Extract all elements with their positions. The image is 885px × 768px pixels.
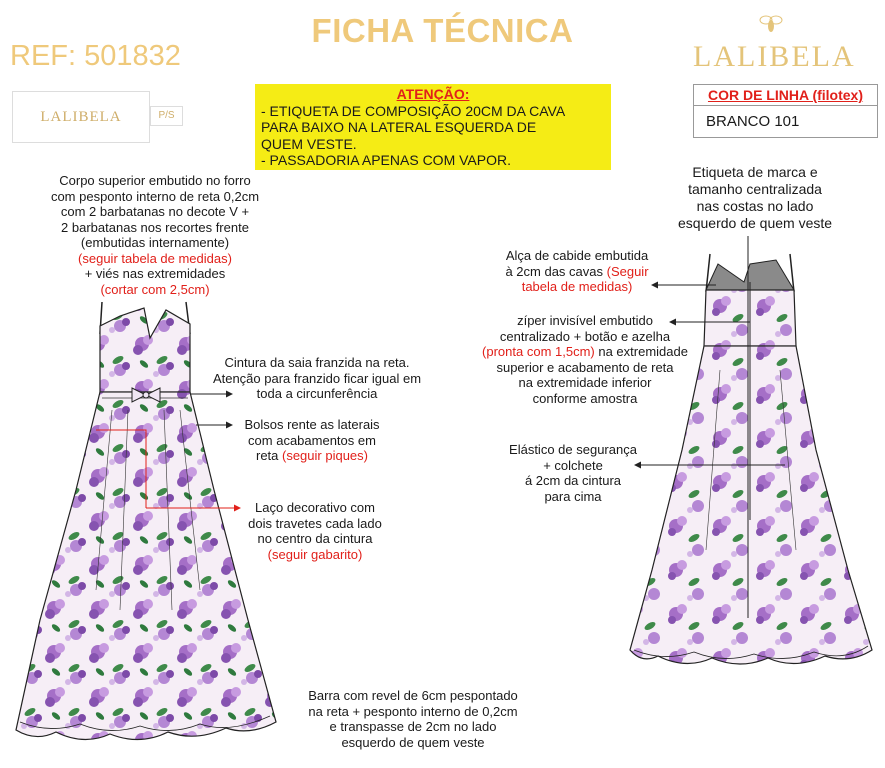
note-line: na extremidade inferior <box>518 375 652 390</box>
note-line: com pesponto interno de reta 0,2cm <box>50 188 260 204</box>
note-line: Alça de cabide embutida <box>505 248 649 263</box>
note-line: com acabamentos em <box>248 432 376 448</box>
note-line: (seguir tabela de medidas) <box>78 250 232 266</box>
note-line: toda a circunferência <box>256 386 378 401</box>
note-line: + colchete <box>543 457 603 473</box>
note-line: Elástico de segurança <box>509 442 637 457</box>
note-line: nas costas no lado <box>696 198 814 214</box>
note-line: (seguir gabarito) <box>267 546 363 562</box>
note-line: (seguir piques) <box>282 448 368 463</box>
note-line: na extremidade <box>594 344 688 359</box>
note-line: + viés nas extremidades <box>84 266 226 281</box>
note-line: centralizado + botão e azelha <box>499 328 671 344</box>
note-line: no centro da cintura <box>257 531 373 546</box>
attention-line: QUEM VESTE. <box>261 135 357 152</box>
note-line: com 2 barbatanas no decote V + <box>60 204 250 219</box>
note-line: Atenção para franzido ficar igual em <box>212 370 422 386</box>
note-line: reta <box>255 448 282 463</box>
attention-line: PARA BAIXO NA LATERAL ESQUERDA DE <box>261 119 537 135</box>
note-line: tamanho centralizada <box>688 181 822 197</box>
note-line: Etiqueta de marca e <box>692 164 818 180</box>
note-line: Laço decorativo com <box>255 500 375 515</box>
note-line: e transpasse de 2cm no lado <box>329 719 497 734</box>
note-line: zíper invisível embutido <box>517 313 653 328</box>
thread-color-value: BRANCO 101 <box>706 113 800 130</box>
note-line: tabela de medidas) <box>521 279 633 294</box>
label-brand: LALIBELA <box>40 109 122 125</box>
brand-logo: LALIBELA <box>693 40 856 73</box>
note-line: Barra com revel de 6cm pespontado <box>308 688 518 703</box>
note-line: superior e acabamento de reta <box>496 359 674 375</box>
note-line: para cima <box>544 488 602 504</box>
attention-line: - ETIQUETA DE COMPOSIÇÃO 20CM DA CAVA <box>261 102 566 119</box>
note-line: esquerdo de quem veste <box>677 215 833 231</box>
note-line: na reta + pesponto interno de 0,2cm <box>308 703 518 719</box>
note-line: dois travetes cada lado <box>248 515 382 531</box>
attention-heading: ATENÇÃO: <box>396 86 470 102</box>
thread-color-heading: COR DE LINHA (filotex) <box>694 85 877 106</box>
note-line: á 2cm da cintura <box>524 473 622 488</box>
note-line: conforme amostra <box>532 390 638 406</box>
size-label: P/S <box>150 106 183 126</box>
note-line: (Seguir <box>606 263 649 279</box>
note-line: esquerdo de quem veste <box>341 734 485 750</box>
note-line: Bolsos rente as laterais <box>244 417 380 432</box>
note-line: (cortar com 2,5cm) <box>100 281 210 297</box>
note-line: Cintura da saia franzida na reta. <box>224 355 410 370</box>
note-line: (embutidas internamente) <box>80 235 230 250</box>
note-line: 2 barbatanas nos recortes frente <box>61 219 249 235</box>
reference-code: REF: 501832 <box>10 40 181 72</box>
page-title: FICHA TÉCNICA <box>311 12 574 49</box>
attention-line: - PASSADORIA APENAS COM VAPOR. <box>261 152 511 168</box>
note-line: à 2cm das cavas <box>505 263 607 279</box>
note-line: Corpo superior embutido no forro <box>59 173 251 188</box>
note-line: (pronta com 1,5cm) <box>482 344 595 359</box>
